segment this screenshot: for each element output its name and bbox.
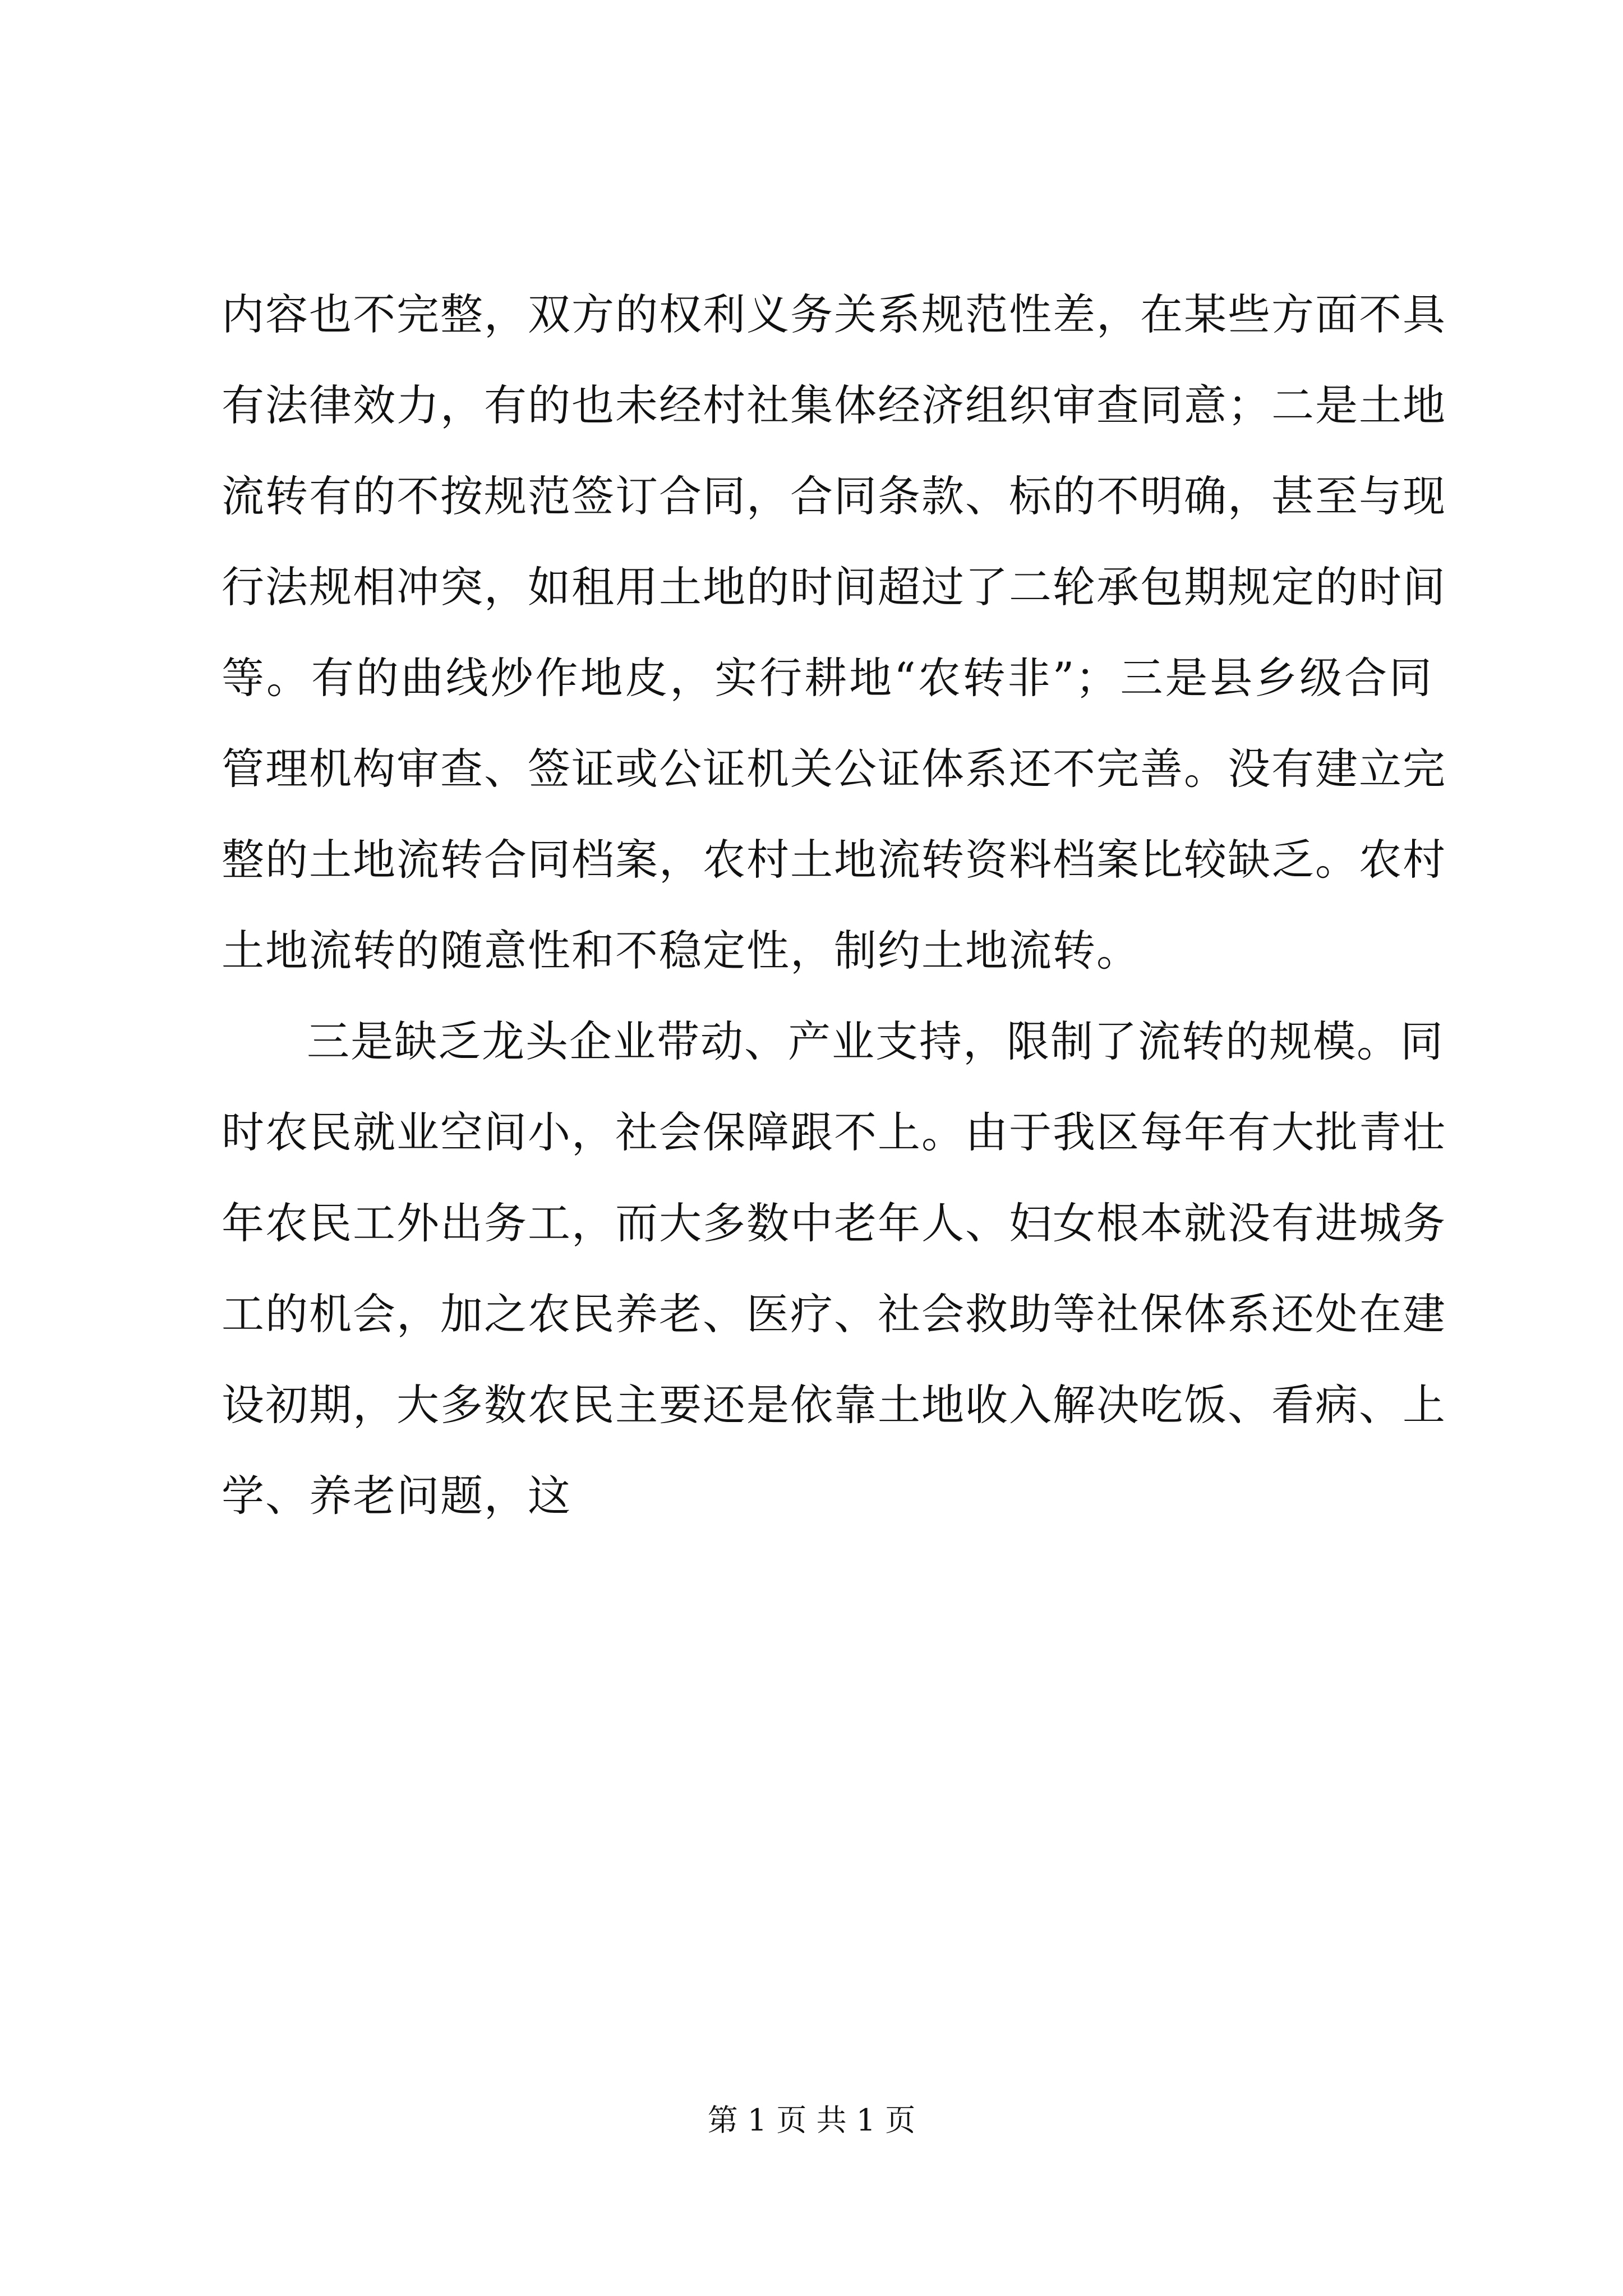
text-line: 行法规相冲突，如租用土地的时间超过了二轮承包期规定的时间: [222, 562, 1446, 612]
paragraph-1: [222, 269, 1446, 996]
text-line: 年农民工外出务工，而大多数中老年人、妇女根本就没有进城务: [222, 1198, 1446, 1248]
text-line: 学、养老问题，这: [222, 1471, 571, 1521]
paragraph-2: [222, 996, 1446, 1542]
text-line: 流转有的不按规范签订合同，合同条款、标的不明确，甚至与现: [222, 471, 1446, 521]
text-line: 时农民就业空间小，社会保障跟不上。由于我区每年有大批青壮: [222, 1107, 1446, 1157]
body-text: [222, 269, 1446, 1542]
text-line: 土地流转的随意性和不稳定性，制约土地流转。: [222, 926, 1140, 976]
text-line: 等。有的曲线炒作地皮，实行耕地“农转非”；三是县乡级合同: [222, 653, 1433, 703]
page-footer: [0, 2101, 1623, 2140]
text-line: 工的机会，加之农民养老、医疗、社会救助等社保体系还处在建: [222, 1289, 1446, 1339]
text-line: 管理机构审查、签证或公证机关公证体系还不完善。没有建立完: [222, 744, 1446, 794]
text-line: 有法律效力，有的也未经村社集体经济组织审查同意；二是土地: [222, 380, 1446, 430]
text-line: 内容也不完整，双方的权利义务关系规范性差，在某些方面不具: [222, 289, 1446, 339]
page-number-label: 第 1 页 共 1 页: [707, 2102, 916, 2138]
text-line: 设初期，大多数农民主要还是依靠土地收入解决吃饭、看病、上: [222, 1380, 1446, 1430]
text-line: 三是缺乏龙头企业带动、产业支持，限制了流转的规模。同: [307, 1016, 1444, 1066]
text-line: 整的土地流转合同档案，农村土地流转资料档案比较缺乏。农村: [222, 835, 1446, 885]
